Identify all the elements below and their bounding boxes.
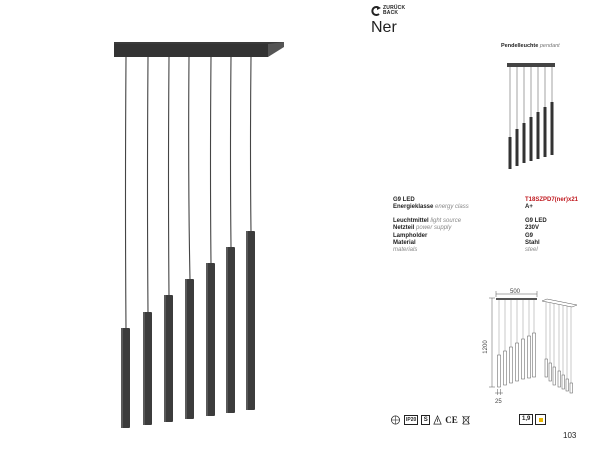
page-number: 103 xyxy=(563,431,577,440)
energy-value: 1,9 xyxy=(519,414,533,425)
dim-diameter: 25 xyxy=(495,399,502,405)
product-type: Pendelleuchte pendant xyxy=(501,43,560,49)
spec-label: Energieklasse energy class xyxy=(393,204,469,211)
spec-label: G9 LED xyxy=(393,197,415,203)
spec-label: materials xyxy=(393,247,418,254)
spec-value: G9 LED xyxy=(525,217,547,224)
product-title: Ner xyxy=(371,19,397,36)
back-arrow-icon xyxy=(371,6,381,16)
dim-height: 1200 xyxy=(483,340,489,354)
spec-value: T18SZPD7(ner)x21 xyxy=(525,197,579,203)
ce-mark: CE xyxy=(445,415,458,425)
spec-row xyxy=(393,218,568,225)
spec-label: Material xyxy=(393,239,416,246)
pendant-tubes xyxy=(121,231,255,428)
product-thumbnail xyxy=(497,57,567,172)
spec-label: Lampholder xyxy=(393,232,428,239)
spec-row xyxy=(393,197,579,204)
safety-mark: S xyxy=(421,415,430,425)
spec-value: steel xyxy=(525,247,538,254)
ce-icon xyxy=(433,415,442,425)
spec-row xyxy=(393,233,568,240)
spec-table xyxy=(393,197,579,255)
spec-value: Stahl xyxy=(525,239,540,246)
spec-label: Netzteil power supply xyxy=(393,225,452,232)
ip-rating-badge: IP20 xyxy=(406,417,417,423)
no-bin-icon xyxy=(461,415,471,425)
dimension-drawing xyxy=(470,285,585,410)
spec-value: G9 xyxy=(525,232,534,239)
spec-label: Leuchtmittel light source xyxy=(393,217,462,224)
spec-row xyxy=(393,247,568,254)
spec-value: A+ xyxy=(525,204,533,211)
class-ii-icon xyxy=(390,415,401,425)
spec-value: 230V xyxy=(525,225,540,232)
certification-icons xyxy=(390,414,471,426)
spec-row xyxy=(393,225,568,232)
spec-row xyxy=(393,240,568,247)
spec-row xyxy=(393,204,568,211)
canopy-body xyxy=(114,44,268,57)
energy-badge xyxy=(519,414,546,425)
bulb-icon xyxy=(535,414,546,425)
dim-width: 500 xyxy=(510,289,521,295)
back-label: ZURÜCK BACK xyxy=(383,5,406,16)
canopy-side xyxy=(268,42,284,57)
